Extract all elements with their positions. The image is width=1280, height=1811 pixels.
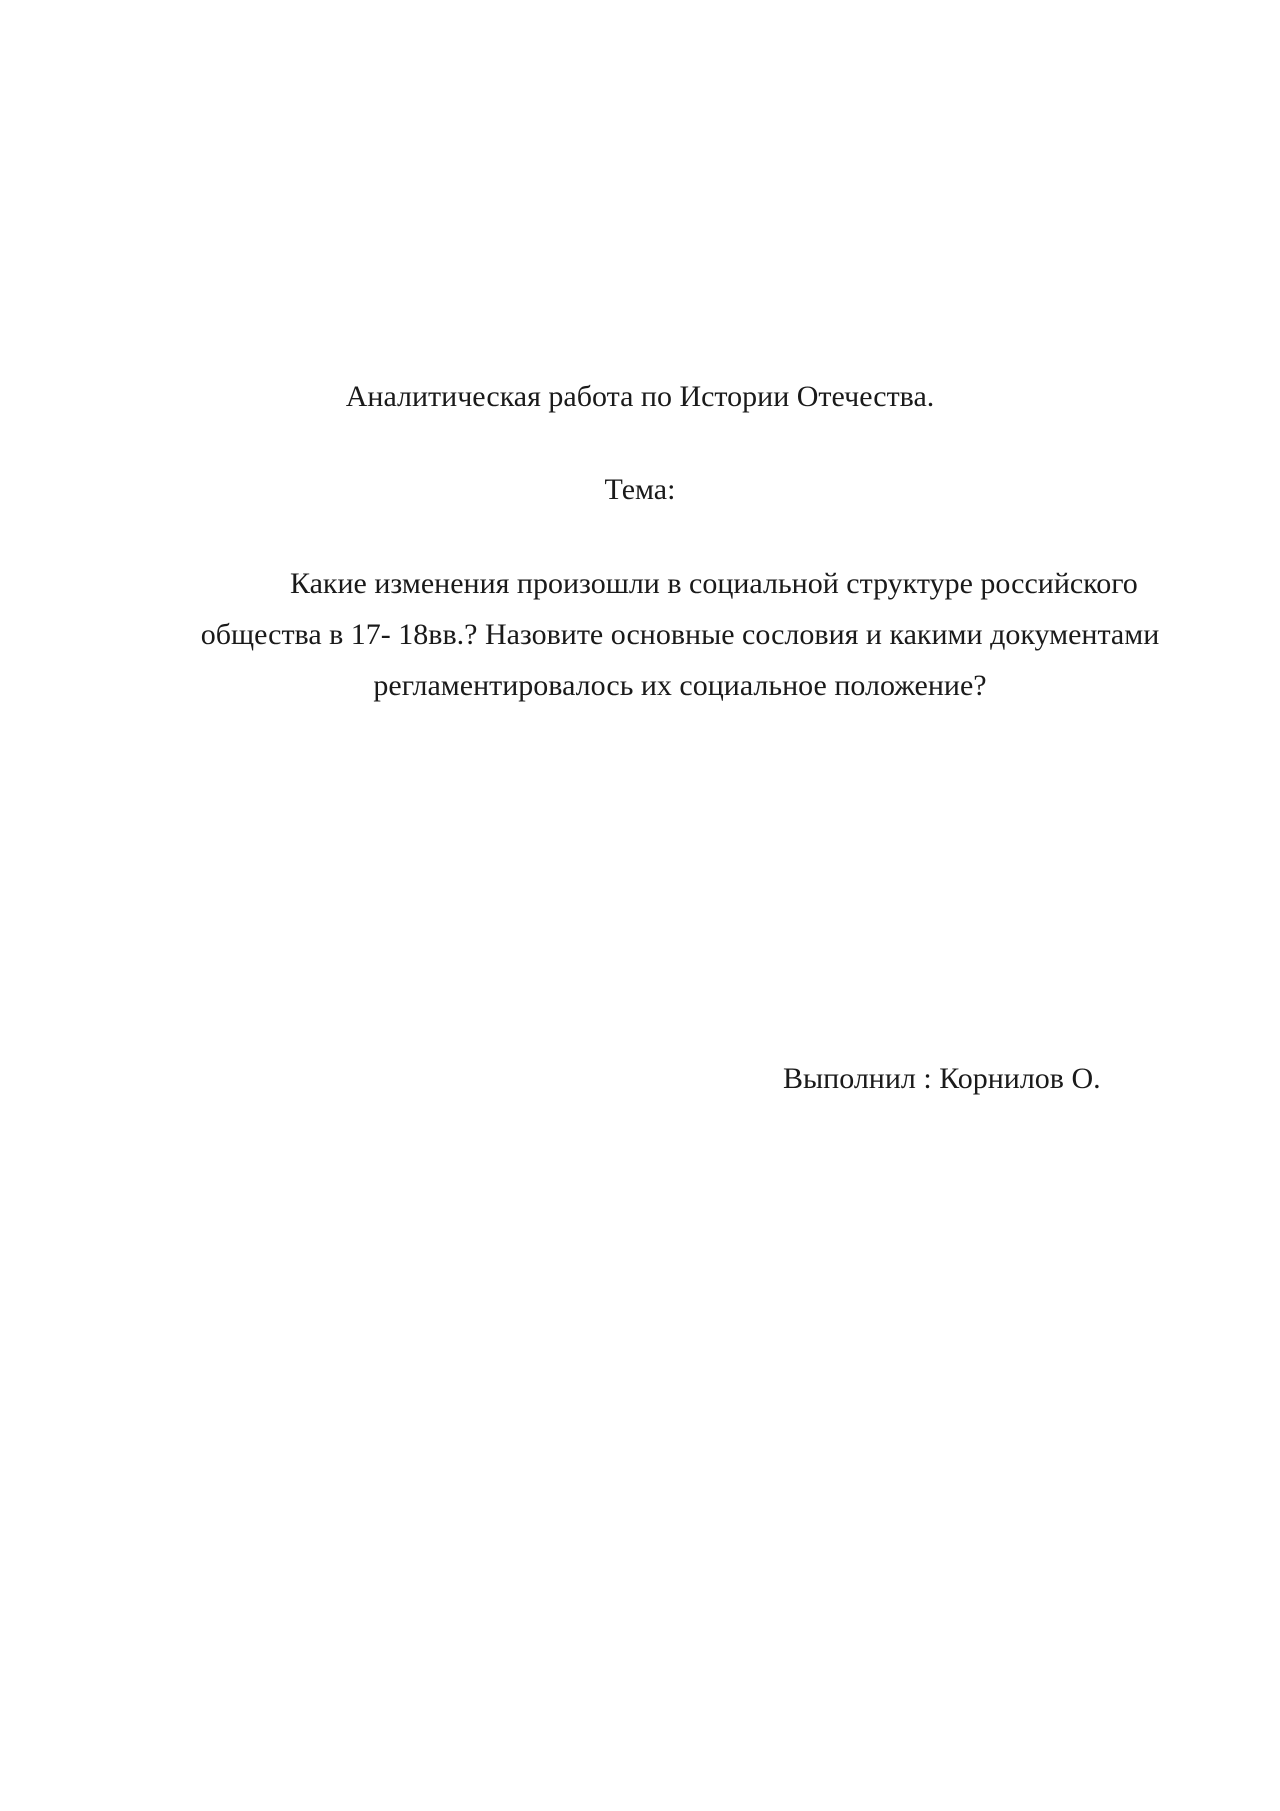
question-line-2: общества в 17- 18вв.? Назовите основные сословия и какими документами <box>200 618 1160 651</box>
theme-label: Тема: <box>604 473 676 506</box>
question-line-3: регламентировалось их социальное положение? <box>373 669 987 702</box>
question-line-1: Какие изменения произошли в социальной структуре российского <box>290 567 1138 600</box>
document-title: Аналитическая работа по Истории Отечества. <box>345 380 935 413</box>
author-line: Выполнил : Корнилов О. <box>783 1062 1101 1095</box>
question-paragraph <box>190 558 1170 711</box>
